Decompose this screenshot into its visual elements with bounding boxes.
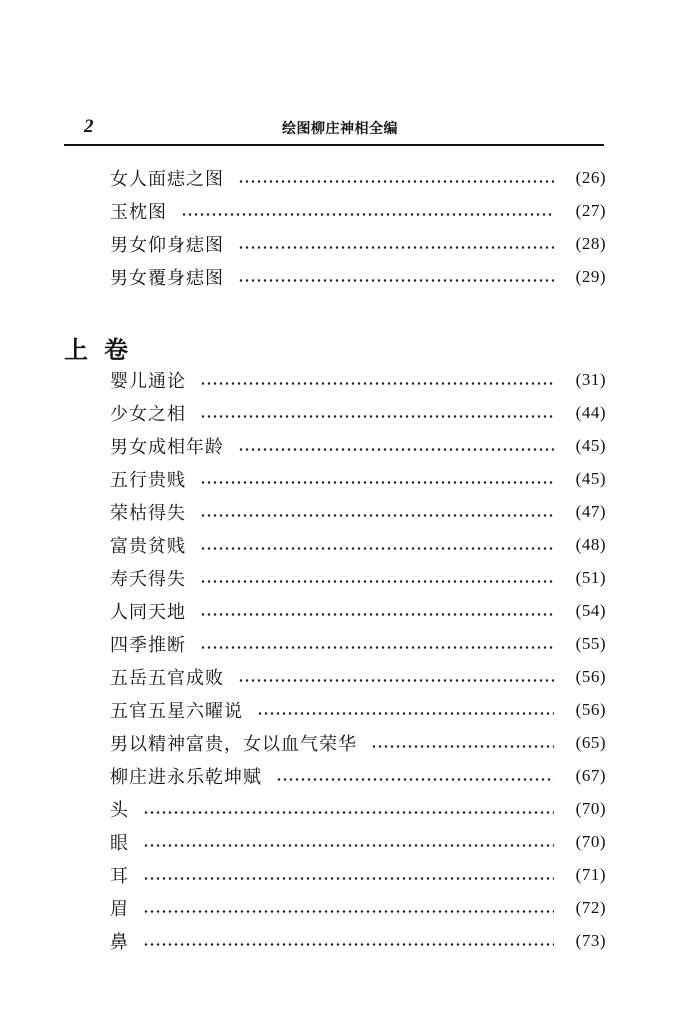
toc-entry-page: (28) — [575, 234, 606, 253]
toc-entry-page: (56) — [575, 700, 606, 719]
dot-leader — [200, 547, 554, 550]
toc-entry-title: 男女覆身痣图 — [110, 268, 224, 289]
dot-leader — [371, 745, 554, 748]
toc-entry-title: 五行贵贱 — [110, 470, 186, 491]
toc-entry-page: (67) — [575, 766, 606, 785]
toc-entry[interactable] — [110, 926, 606, 956]
dot-leader — [238, 448, 554, 451]
toc-entry[interactable] — [110, 229, 606, 259]
toc-entry-page: (51) — [575, 568, 606, 587]
toc-entry[interactable] — [110, 196, 606, 226]
toc-entry[interactable] — [110, 794, 606, 824]
toc-entry-page: (31) — [575, 370, 606, 389]
toc-entry[interactable] — [110, 431, 606, 461]
dot-leader — [257, 712, 554, 715]
toc-entry-title: 眉 — [110, 899, 129, 920]
toc-entry-title: 头 — [110, 800, 129, 821]
toc-entry[interactable] — [110, 695, 606, 725]
toc-entry-page: (29) — [575, 267, 606, 286]
dot-leader — [238, 279, 554, 282]
toc-entry-title: 少女之相 — [110, 404, 186, 425]
dot-leader — [143, 844, 554, 847]
dot-leader — [200, 415, 554, 418]
toc-entry[interactable] — [110, 365, 606, 395]
toc-entry-title: 玉枕图 — [110, 202, 167, 223]
toc-entry-page: (71) — [575, 865, 606, 884]
toc-entry-page: (47) — [575, 502, 606, 521]
dot-leader — [238, 246, 554, 249]
toc-entry-title: 女人面痣之图 — [110, 169, 224, 190]
dot-leader — [200, 646, 554, 649]
dot-leader — [238, 180, 554, 183]
header-rule — [64, 144, 604, 146]
toc-entry[interactable] — [110, 893, 606, 923]
toc-entry[interactable] — [110, 629, 606, 659]
toc-entry-page: (48) — [575, 535, 606, 554]
dot-leader — [238, 679, 554, 682]
dot-leader — [143, 811, 554, 814]
toc-entry[interactable] — [110, 163, 606, 193]
dot-leader — [200, 580, 554, 583]
toc-entry[interactable] — [110, 262, 606, 292]
dot-leader — [200, 514, 554, 517]
toc-entry-title: 人同天地 — [110, 602, 186, 623]
dot-leader — [200, 613, 554, 616]
toc-entry-page: (65) — [575, 733, 606, 752]
toc-entry-title: 荣枯得失 — [110, 503, 186, 524]
toc-entry-title: 婴儿通论 — [110, 371, 186, 392]
toc-entry-title: 男女仰身痣图 — [110, 235, 224, 256]
dot-leader — [200, 382, 554, 385]
toc-entry-page: (73) — [575, 931, 606, 950]
toc-entry[interactable] — [110, 563, 606, 593]
dot-leader — [200, 481, 554, 484]
toc-entry[interactable] — [110, 464, 606, 494]
dot-leader — [276, 778, 554, 781]
toc-entry-title: 寿夭得失 — [110, 569, 186, 590]
toc-entry-page: (26) — [575, 168, 606, 187]
toc-entry-title: 男女成相年龄 — [110, 437, 224, 458]
toc-entry-page: (56) — [575, 667, 606, 686]
toc-entry-title: 富贵贫贱 — [110, 536, 186, 557]
page-number: 2 — [84, 116, 94, 137]
dot-leader — [143, 877, 554, 880]
book-title: 绘图柳庄神相全编 — [282, 121, 398, 137]
toc-entry-title: 鼻 — [110, 932, 129, 953]
toc-entry-page: (70) — [575, 832, 606, 851]
toc-entry-page: (44) — [575, 403, 606, 422]
toc-entry-title: 眼 — [110, 833, 129, 854]
toc-entry-page: (54) — [575, 601, 606, 620]
toc-entry-title: 柳庄进永乐乾坤赋 — [110, 767, 262, 788]
toc-entry[interactable] — [110, 596, 606, 626]
dot-leader — [143, 910, 554, 913]
toc-entry[interactable] — [110, 860, 606, 890]
toc-entry-page: (27) — [575, 201, 606, 220]
toc-entry[interactable] — [110, 827, 606, 857]
toc-entry[interactable] — [110, 497, 606, 527]
toc-entry-page: (45) — [575, 469, 606, 488]
toc-entry-title: 五岳五官成败 — [110, 668, 224, 689]
toc-entry-page: (55) — [575, 634, 606, 653]
toc-entry[interactable] — [110, 662, 606, 692]
toc-entry[interactable] — [110, 761, 606, 791]
toc-entry-page: (70) — [575, 799, 606, 818]
dot-leader — [181, 213, 554, 216]
toc-entry-title: 男以精神富贵，女以血气荣华 — [110, 734, 357, 755]
toc-entry-title: 五官五星六曜说 — [110, 701, 243, 722]
toc-entry-page: (45) — [575, 436, 606, 455]
toc-entry-title: 四季推断 — [110, 635, 186, 656]
section-heading: 上卷 — [64, 336, 144, 364]
toc-entry-title: 耳 — [110, 866, 129, 887]
toc-entry[interactable] — [110, 728, 606, 758]
dot-leader — [143, 943, 554, 946]
toc-entry[interactable] — [110, 398, 606, 428]
toc-entry-page: (72) — [575, 898, 606, 917]
toc-entry[interactable] — [110, 530, 606, 560]
page-header — [0, 112, 680, 142]
